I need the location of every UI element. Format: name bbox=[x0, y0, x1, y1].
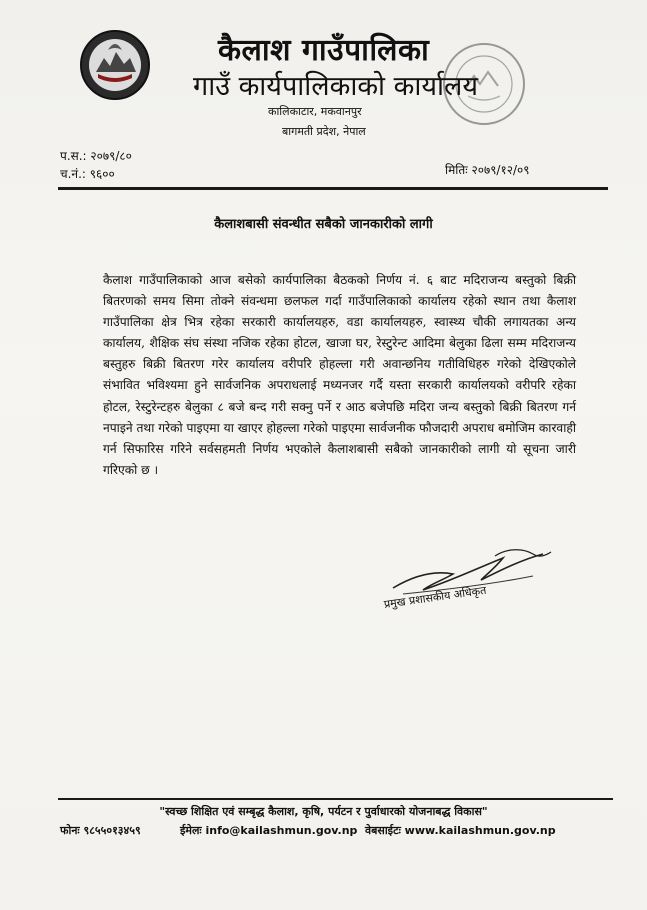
address-line-2: बागमती प्रदेश, नेपाल bbox=[282, 125, 366, 138]
footer-website[interactable]: वेबसाईटः www.kailashmun.gov.np bbox=[365, 824, 556, 837]
footer-divider bbox=[58, 798, 613, 800]
notice-body: कैलाश गाउँपालिकाको आज बसेको कार्यपालिका बैठकको निर्णय नं. ६ बाट मदिराजन्य बस्तुको बिक्री बितरणको समय सिमा तोक्ने संवन्धमा छलफल गर्दा गाउँपालिकाको कार्यालय रहेको स्थान तथा कैलाश गाउँपालिका क्षेत्र भित्र रहेका सरकारी कार्यालयहरु, वडा कार्यालयहरु, स्वास्थ्य चौकी लगायतका अन्य कार्यालय, शैक्षिक संघ संस्था नजिक रहेका होटल, खाजा घर, रेस्टुरेन्ट आदिमा बेलुका ढिला सम्म मदिराजन्य बस्तुहरु बिक्री बितरण गरेर कार्यालय वरीपरि होहल्ला गरी अवान्छनिय गतीविधिहरु गरेको देखिएकोले संभावित भविश्यमा हुने सार्वजनिक अपराधलाई मध्यनजर गर्दै यस्ता सरकारी कार्यालयको वरीपरि रहेका होटल, रेस्टुरेन्टहरु बेलुका ८ बजे बन्द गरी सक्नु पर्ने र आठ बजेपछि मदिरा जन्य बस्तुको बिक्री बितरण गर्न नपाइने तथा गरेको पाइएमा या खाएर होहल्ला गरेको पाइएमा सार्वजनीक फौजदारी अपराध बमोजिम कारवाही गर्न सिफारिस गरिने सर्वसहमती निर्णय भएकोले कैलाशबासी सबैको जानकारीको लागी यो सूचना जारी गरिएको छ । bbox=[103, 273, 576, 477]
header-divider bbox=[58, 187, 608, 190]
letter-reference-number: प.स.: २०७९/८० bbox=[60, 149, 132, 163]
footer-email[interactable]: ईमेलः info@kailashmun.gov.np bbox=[180, 824, 358, 837]
dispatch-number: च.नं.: ९६०० bbox=[60, 167, 115, 181]
address-line-1: कालिकाटार, मकवानपुर bbox=[268, 105, 362, 118]
footer-motto: "स्वच्छ शिक्षित एवं सम्बृद्ध कैलाश, कृषि, पर्यटन र पुर्वाधारको योजनाबद्ध विकास" bbox=[159, 805, 488, 818]
letter-subject: कैलाशबासी संवन्धीत सबैको जानकारीको लागी bbox=[214, 217, 433, 232]
office-name: गाउँ कार्यपालिकाको कार्यालय bbox=[193, 71, 478, 102]
footer-phone: फोनः ९८५५०१३४५९ bbox=[60, 824, 141, 837]
nepal-emblem-logo bbox=[78, 28, 152, 102]
signatory-title: प्रमुख प्रशासकीय अधिकृत bbox=[383, 583, 488, 612]
letter-date: मितिः २०७९/१२/०९ bbox=[445, 163, 530, 177]
municipality-name: कैलाश गाउँपालिका bbox=[218, 33, 430, 68]
